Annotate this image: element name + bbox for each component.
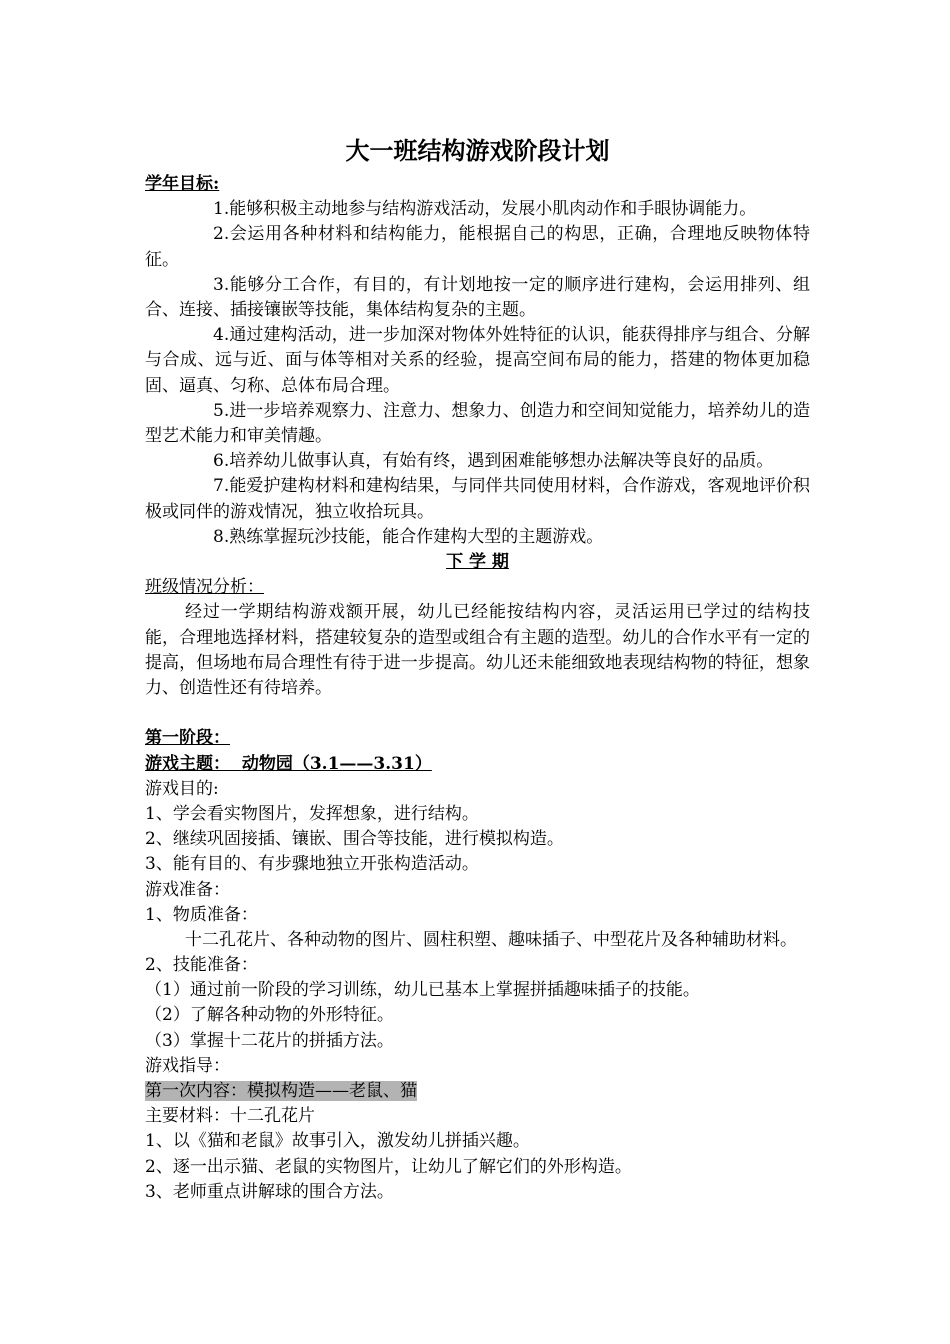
goal-item-2: 2.会运用各种材料和结构能力，能根据自己的构思，正确，合理地反映物体特征。	[145, 224, 810, 270]
purpose-item-3: 3、能有目的、有步骤地独立开张构造活动。	[145, 854, 479, 875]
prep-heading: 游戏准备：	[145, 879, 230, 900]
material-prep-heading: 1、物质准备：	[145, 904, 258, 925]
goal-item-5: 5.进一步培养观察力、注意力、想象力、创造力和空间知觉能力，培养幼儿的造型艺术能力和审美情趣。	[145, 400, 810, 447]
purpose-heading: 游戏目的:	[145, 778, 219, 799]
stage1-heading: 第一阶段：	[145, 728, 230, 749]
guide-heading: 游戏指导：	[145, 1055, 230, 1076]
document-page	[145, 132, 810, 1205]
document-title: 大一班结构游戏阶段计划	[345, 136, 610, 165]
skill-prep-item-1: （1）通过前一阶段的学习训练，幼儿已基本上掌握拼插趣味插子的技能。	[145, 980, 700, 1001]
step-item-3: 3、老师重点讲解球的围合方法。	[145, 1181, 394, 1202]
semester-heading: 下 学 期	[446, 552, 509, 573]
spacer	[145, 701, 810, 726]
goal-item-3: 3.能够分工合作，有目的，有计划地按一定的顺序进行建构，会运用排列、组合、连接、插接镶嵌等技能，集体结构复杂的主题。	[145, 274, 810, 320]
purpose-item-2: 2、继续巩固接插、镶嵌、围合等技能，进行模拟构造。	[145, 829, 564, 850]
skill-prep-heading: 2、技能准备：	[145, 955, 258, 976]
skill-prep-item-3: （3）掌握十二花片的拼插方法。	[145, 1030, 394, 1051]
goal-item-6: 6.培养幼儿做事认真，有始有终，遇到困难能够想办法解决等良好的品质。	[213, 451, 774, 472]
first-content-line	[145, 1079, 810, 1104]
stage1-theme: 游戏主题： 动物园（3.1——3.31）	[145, 753, 432, 774]
class-analysis-heading: 班级情况分析：	[145, 577, 264, 598]
step-item-2: 2、逐一出示猫、老鼠的实物图片，让幼儿了解它们的外形构造。	[145, 1156, 632, 1177]
main-material: 主要材料：十二孔花片	[145, 1106, 315, 1127]
class-analysis-text: 经过一学期结构游戏额开展，幼儿已经能按结构内容，灵活运用已学过的结构技能，合理地选择材料，搭建较复杂的造型或组合有主题的造型。幼儿的合作水平有一定的提高，但场地布局合理性有待于进一步提高。幼儿还未能细致地表现结构物的特征，想象力、创造性还有待培养。	[145, 602, 810, 699]
skill-prep-item-2: （2）了解各种动物的外形特征。	[145, 1005, 394, 1026]
first-content-highlight: 第一次内容：模拟构造——老鼠、猫	[145, 1081, 417, 1102]
goal-item-7: 7.能爱护建构材料和建构结果，与同伴共同使用材料，合作游戏，客观地评价积极或同伴的游戏情况，独立收拾玩具。	[145, 476, 810, 522]
year-goals-heading: 学年目标:	[145, 174, 220, 194]
year-goals-list	[145, 197, 810, 550]
purpose-item-1: 1、学会看实物图片，发挥想象，进行结构。	[145, 803, 479, 824]
goal-item-1: 1.能够积极主动地参与结构游戏活动，发展小肌肉动作和手眼协调能力。	[213, 199, 757, 220]
material-prep-text: 十二孔花片、各种动物的图片、圆柱积塑、趣味插子、中型花片及各种辅助材料。	[185, 929, 797, 950]
step-item-1: 1、以《猫和老鼠》故事引入，激发幼儿拼插兴趣。	[145, 1131, 530, 1152]
goal-item-8: 8.熟练掌握玩沙技能，能合作建构大型的主题游戏。	[213, 526, 604, 547]
goal-item-4: 4.通过建构活动，进一步加深对物体外姓特征的认识，能获得排序与组合、分解与合成、远与近、面与体等相对关系的经验，提高空间布局的能力，搭建的物体更加稳固、逼真、匀称、总体布局合理。	[145, 325, 810, 396]
